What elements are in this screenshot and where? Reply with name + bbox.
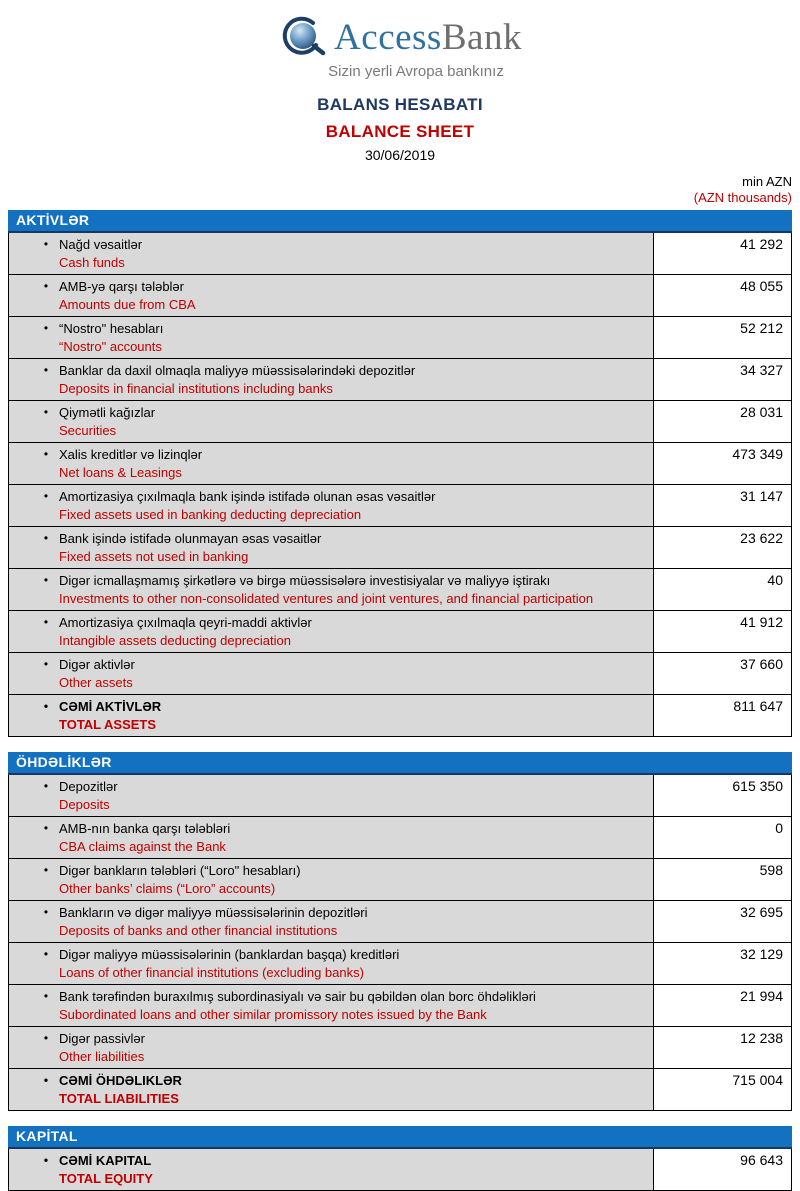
row-label-en: TOTAL ASSETS bbox=[59, 717, 157, 732]
row-label-cell bbox=[9, 359, 653, 400]
row-value: 12 238 bbox=[653, 1027, 791, 1068]
table-row bbox=[9, 1068, 791, 1110]
row-label-az: Banklar da daxil olmaqla maliyyə müəssisələrindəki depozitlər bbox=[59, 363, 416, 378]
row-label-cell bbox=[9, 401, 653, 442]
row-label-az: AMB-yə qarşı tələblər bbox=[59, 279, 184, 294]
table-row bbox=[9, 568, 791, 610]
row-label-cell bbox=[9, 695, 653, 736]
row-value: 48 055 bbox=[653, 275, 791, 316]
table-row bbox=[9, 1149, 791, 1190]
row-label-cell bbox=[9, 443, 653, 484]
row-label-cell bbox=[9, 275, 653, 316]
row-value: 473 349 bbox=[653, 443, 791, 484]
row-label-en: Fixed assets used in banking deducting depreciation bbox=[59, 507, 362, 522]
row-label-cell bbox=[9, 527, 653, 568]
section-assets bbox=[8, 210, 792, 737]
bullet-icon: • bbox=[43, 779, 49, 793]
row-value: 41 912 bbox=[653, 611, 791, 652]
row-label-en: Cash funds bbox=[59, 255, 125, 270]
bullet-icon: • bbox=[43, 363, 49, 377]
row-value: 598 bbox=[653, 859, 791, 900]
row-value: 34 327 bbox=[653, 359, 791, 400]
row-label-cell bbox=[9, 1069, 653, 1110]
balance-sheet-document bbox=[0, 14, 800, 1191]
row-label-az: Digər bankların tələbləri (“Loro" hesabları) bbox=[59, 863, 301, 878]
row-label-cell bbox=[9, 611, 653, 652]
row-label-cell bbox=[9, 859, 653, 900]
row-value: 811 647 bbox=[653, 695, 791, 736]
bank-tagline: Sizin yerli Avropa bankınız bbox=[328, 63, 504, 80]
row-label-en: Other liabilities bbox=[59, 1049, 145, 1064]
bullet-icon: • bbox=[43, 279, 49, 293]
document-title-az: BALANS HESABATI bbox=[317, 95, 483, 114]
row-label-az: Bank işində istifadə olunmayan əsas vəsaitlər bbox=[59, 531, 322, 546]
row-label-en: Investments to other non-consolidated ventures and joint ventures, and financial participation bbox=[59, 591, 594, 606]
liabilities-table bbox=[8, 775, 792, 1111]
row-label-az: Digər icmallaşmamış şirkətlərə və birgə müəssisələrə investisiyalar və maliyyə iştirakı bbox=[59, 573, 551, 588]
row-value: 32 129 bbox=[653, 943, 791, 984]
row-label-en: Net loans & Leasings bbox=[59, 465, 182, 480]
row-label-en: Fixed assets not used in banking bbox=[59, 549, 249, 564]
row-label-az: Xalis kreditlər və lizinqlər bbox=[59, 447, 203, 462]
row-value: 52 212 bbox=[653, 317, 791, 358]
row-value: 28 031 bbox=[653, 401, 791, 442]
bullet-icon: • bbox=[43, 1073, 49, 1087]
row-label-cell bbox=[9, 775, 653, 816]
units-note bbox=[8, 174, 792, 206]
row-label-az: Digər maliyyə müəssisələrinin (banklardan başqa) kreditləri bbox=[59, 947, 400, 962]
row-value: 21 994 bbox=[653, 985, 791, 1026]
row-label-az: Digər passivlər bbox=[59, 1031, 145, 1046]
row-label-az: Qiymətli kağızlar bbox=[59, 405, 156, 420]
table-row bbox=[9, 652, 791, 694]
bank-name bbox=[334, 16, 522, 60]
bullet-icon: • bbox=[43, 947, 49, 961]
row-label-en: Amounts due from CBA bbox=[59, 297, 196, 312]
row-label-az: Nağd vəsaitlər bbox=[59, 237, 143, 252]
bullet-icon: • bbox=[43, 489, 49, 503]
row-label-az: Depozitlər bbox=[59, 779, 118, 794]
section-header-equity: KAPİTAL bbox=[8, 1126, 792, 1149]
row-label-en: Other banks’ claims (“Loro” accounts) bbox=[59, 881, 276, 896]
row-value: 96 643 bbox=[653, 1149, 791, 1190]
row-value: 0 bbox=[653, 817, 791, 858]
row-value: 32 695 bbox=[653, 901, 791, 942]
bullet-icon: • bbox=[43, 863, 49, 877]
row-label-cell bbox=[9, 233, 653, 274]
row-label-az: Digər aktivlər bbox=[59, 657, 135, 672]
row-label-en: Securities bbox=[59, 423, 117, 438]
bullet-icon: • bbox=[43, 615, 49, 629]
row-label-en: Subordinated loans and other similar promissory notes issued by the Bank bbox=[59, 1007, 487, 1022]
row-value: 37 660 bbox=[653, 653, 791, 694]
row-label-cell bbox=[9, 901, 653, 942]
row-label-en: Loans of other financial institutions (excluding banks) bbox=[59, 965, 364, 980]
bullet-icon: • bbox=[43, 821, 49, 835]
row-label-en: Intangible assets deducting depreciation bbox=[59, 633, 291, 648]
row-label-en: “Nostro" accounts bbox=[59, 339, 162, 354]
row-label-az: CƏMİ ÖHDƏLIKLƏR bbox=[59, 1073, 182, 1088]
table-row bbox=[9, 316, 791, 358]
row-label-en: CBA claims against the Bank bbox=[59, 839, 226, 854]
bullet-icon: • bbox=[43, 699, 49, 713]
row-label-az: “Nostro" hesabları bbox=[59, 321, 164, 336]
row-label-az: CƏMİ AKTİVLƏR bbox=[59, 699, 162, 714]
table-row bbox=[9, 942, 791, 984]
row-label-az: CƏMİ KAPITAL bbox=[59, 1153, 152, 1168]
row-label-en: Deposits of banks and other financial institutions bbox=[59, 923, 338, 938]
row-label-az: Amortizasiya çıxılmaqla qeyri-maddi aktivlər bbox=[59, 615, 312, 630]
table-row bbox=[9, 526, 791, 568]
row-value: 40 bbox=[653, 569, 791, 610]
units-note-az: min AZN bbox=[742, 174, 792, 189]
table-row bbox=[9, 858, 791, 900]
row-label-cell bbox=[9, 485, 653, 526]
row-value: 715 004 bbox=[653, 1069, 791, 1110]
table-row bbox=[9, 984, 791, 1026]
table-row bbox=[9, 816, 791, 858]
report-date: 30/06/2019 bbox=[364, 147, 436, 163]
row-label-en: TOTAL LIABILITIES bbox=[59, 1091, 179, 1106]
bank-name-bank: Bank bbox=[441, 17, 522, 58]
units-note-en: (AZN thousands) bbox=[693, 190, 792, 205]
bank-name-access: Access bbox=[334, 17, 442, 58]
row-label-cell bbox=[9, 569, 653, 610]
row-label-cell bbox=[9, 653, 653, 694]
bank-logo bbox=[8, 14, 792, 62]
bullet-icon: • bbox=[43, 405, 49, 419]
row-label-az: AMB-nın banka qarşı tələbləri bbox=[59, 821, 231, 836]
row-label-en: TOTAL EQUITY bbox=[59, 1171, 153, 1186]
bullet-icon: • bbox=[43, 657, 49, 671]
table-row bbox=[9, 233, 791, 274]
row-label-az: Bankların və digər maliyyə müəssisələrinin depozitləri bbox=[59, 905, 368, 920]
bullet-icon: • bbox=[43, 321, 49, 335]
globe-swoosh-icon bbox=[278, 14, 330, 62]
section-header-assets: AKTİVLƏR bbox=[8, 210, 792, 233]
row-label-az: Bank tərəfindən buraxılmış subordinasiyalı və sair bu qəbildən olan borc öhdəlikləri bbox=[59, 989, 536, 1004]
table-row bbox=[9, 274, 791, 316]
document-title-en: BALANCE SHEET bbox=[325, 122, 475, 141]
table-row bbox=[9, 900, 791, 942]
bullet-icon: • bbox=[43, 1031, 49, 1045]
row-label-cell bbox=[9, 943, 653, 984]
bullet-icon: • bbox=[43, 447, 49, 461]
row-label-en: Other assets bbox=[59, 675, 133, 690]
section-liabilities bbox=[8, 752, 792, 1111]
row-value: 23 622 bbox=[653, 527, 791, 568]
table-row bbox=[9, 442, 791, 484]
table-row bbox=[9, 775, 791, 816]
table-row bbox=[9, 358, 791, 400]
table-row bbox=[9, 610, 791, 652]
row-label-en: Deposits in financial institutions including banks bbox=[59, 381, 333, 396]
table-row bbox=[9, 694, 791, 736]
row-label-cell bbox=[9, 985, 653, 1026]
section-header-liabilities: ÖHDƏLİKLƏR bbox=[8, 752, 792, 775]
section-equity bbox=[8, 1126, 792, 1191]
bullet-icon: • bbox=[43, 1153, 49, 1167]
row-label-cell bbox=[9, 1149, 653, 1190]
row-label-cell bbox=[9, 817, 653, 858]
row-label-cell bbox=[9, 317, 653, 358]
bullet-icon: • bbox=[43, 905, 49, 919]
bullet-icon: • bbox=[43, 531, 49, 545]
row-value: 615 350 bbox=[653, 775, 791, 816]
table-row bbox=[9, 1026, 791, 1068]
bullet-icon: • bbox=[43, 573, 49, 587]
row-label-az: Amortizasiya çıxılmaqla bank işində istifadə olunan əsas vəsaitlər bbox=[59, 489, 436, 504]
equity-table bbox=[8, 1149, 792, 1191]
row-label-cell bbox=[9, 1027, 653, 1068]
row-label-en: Deposits bbox=[59, 797, 110, 812]
table-row bbox=[9, 484, 791, 526]
bullet-icon: • bbox=[43, 989, 49, 1003]
table-row bbox=[9, 400, 791, 442]
bullet-icon: • bbox=[43, 237, 49, 251]
row-value: 31 147 bbox=[653, 485, 791, 526]
assets-table bbox=[8, 233, 792, 737]
row-value: 41 292 bbox=[653, 233, 791, 274]
